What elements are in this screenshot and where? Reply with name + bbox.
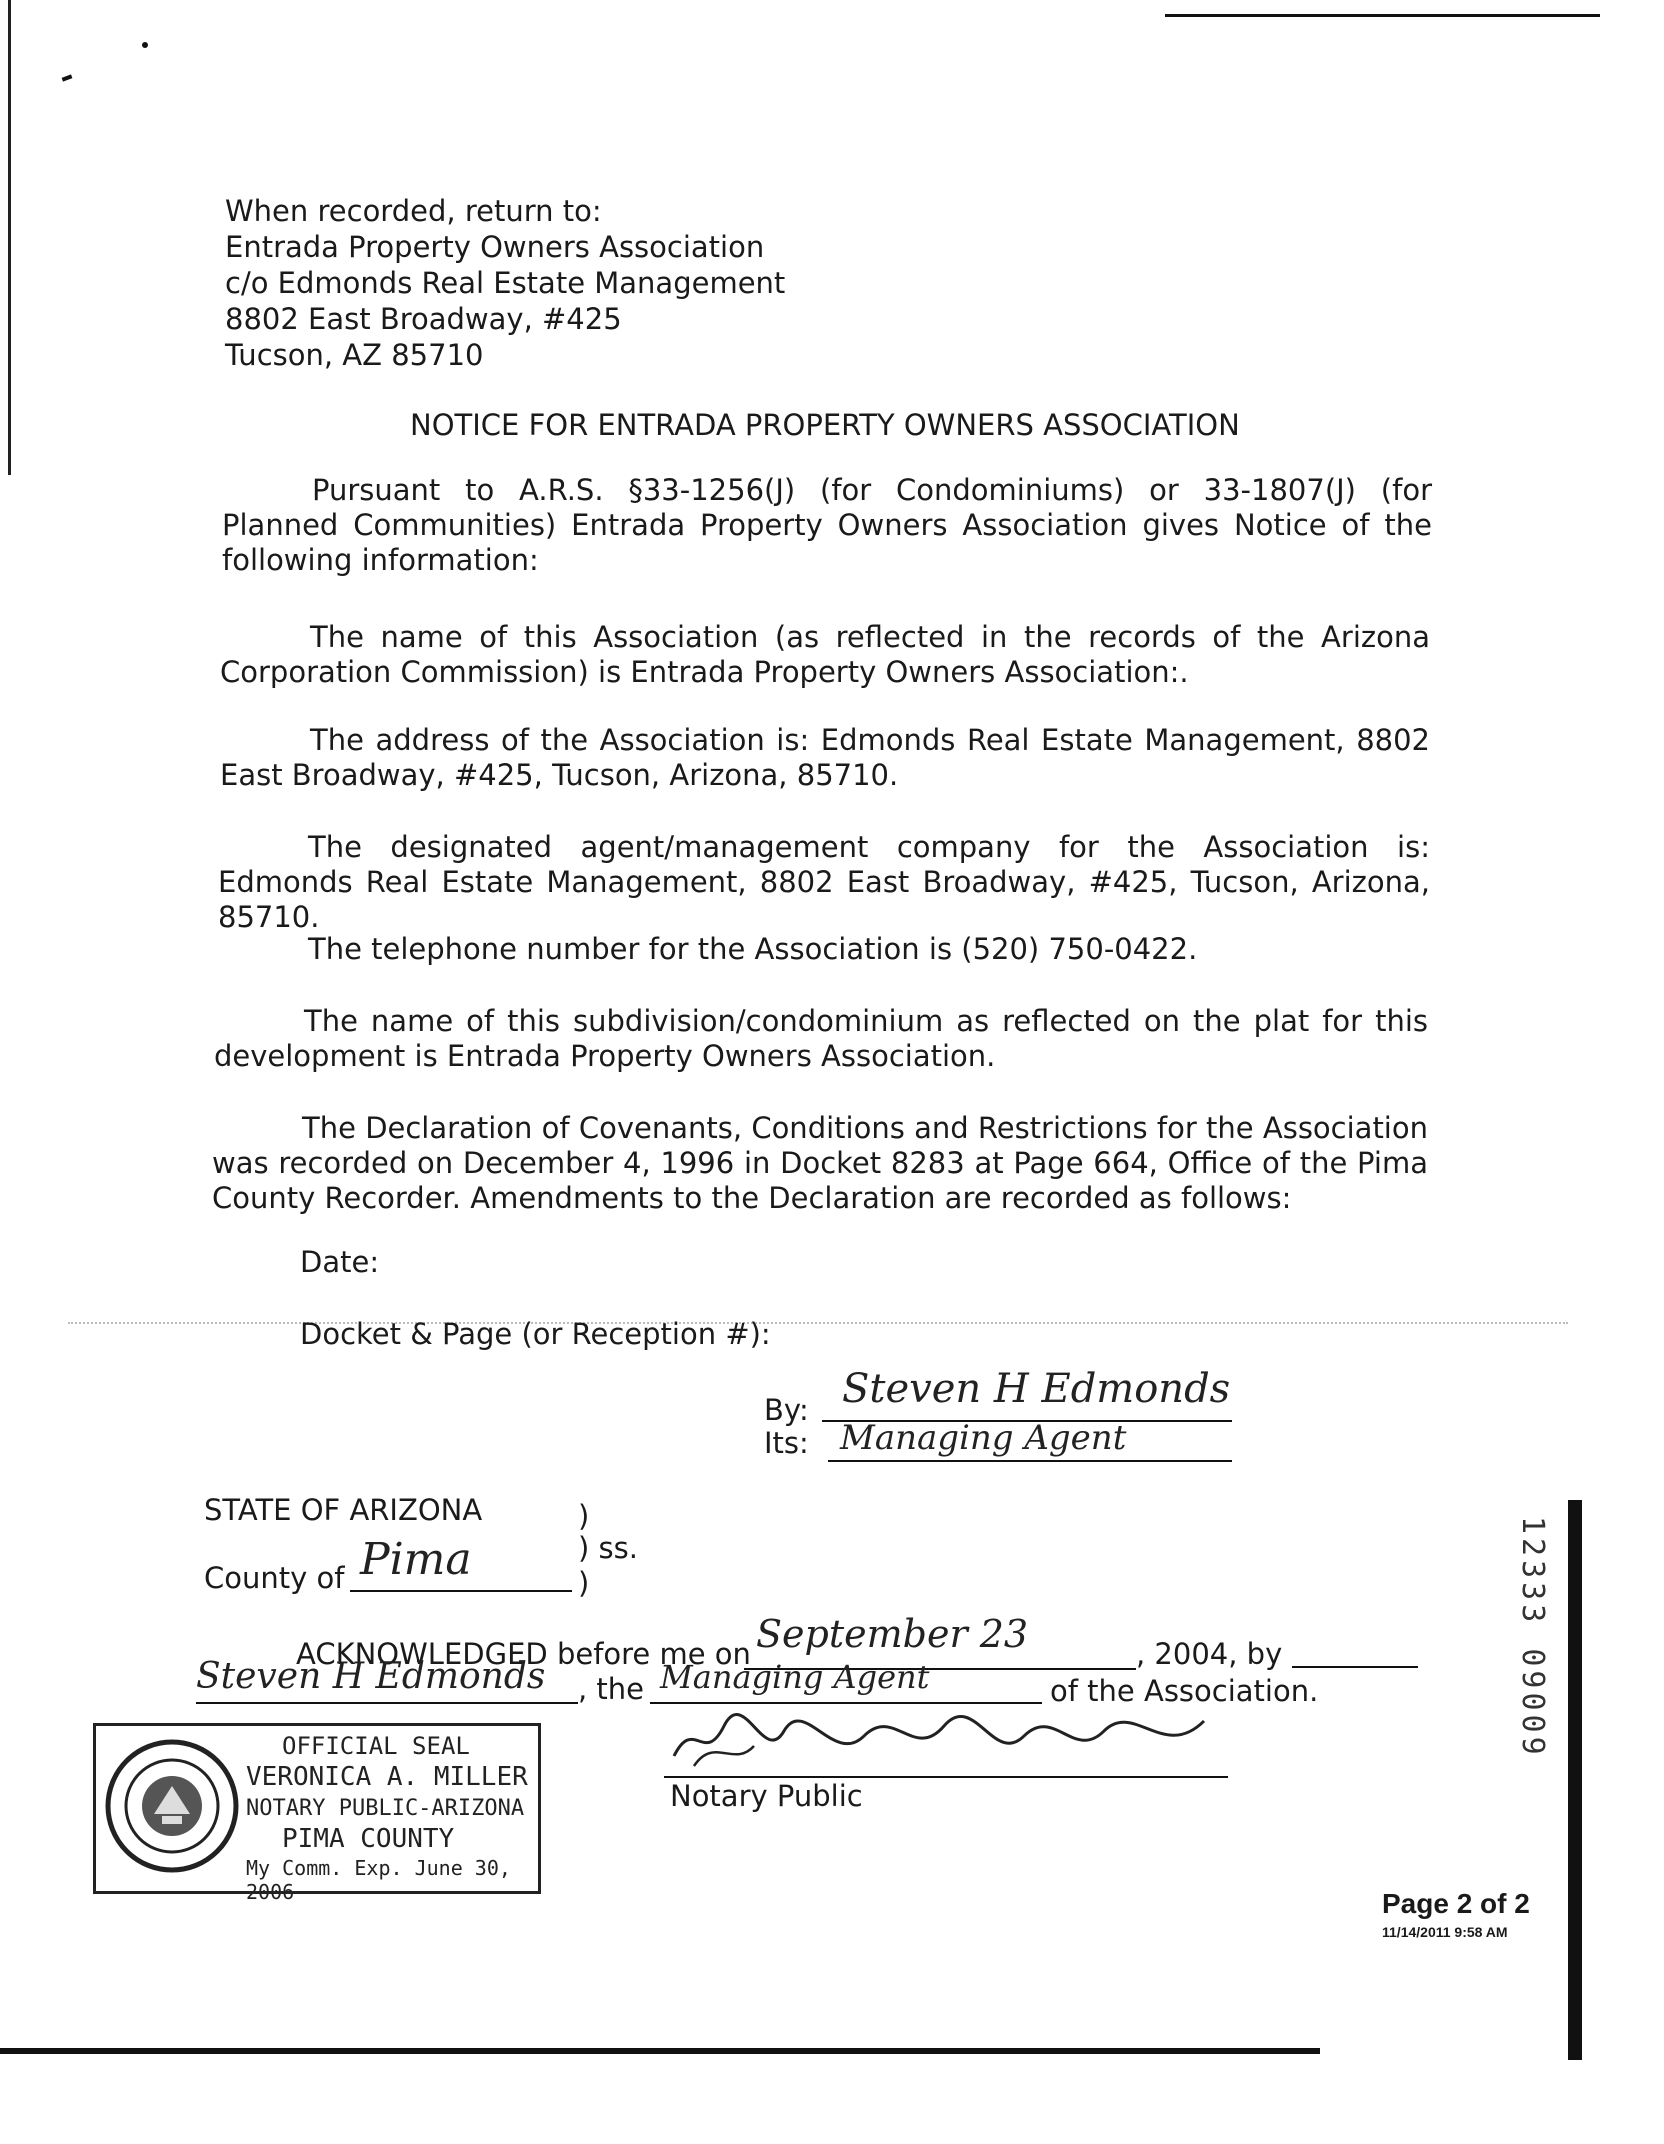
its-signature-text: Managing Agent: [840, 1418, 1127, 1458]
ack-suffix: of the Association.: [1050, 1674, 1319, 1708]
paragraph-association-name: The name of this Association (as reflected in the records of the Arizona Corporation Commission) is Entrada Property Owners Association:.: [220, 620, 1430, 689]
ack-trailing-line: [1292, 1666, 1418, 1668]
print-timestamp: 11/14/2011 9:58 AM: [1382, 1924, 1508, 1940]
state-label: STATE OF ARIZONA: [204, 1493, 483, 1527]
scan-dotted-line: [68, 1322, 1568, 1324]
county-field: [350, 1534, 572, 1592]
return-care-of: c/o Edmonds Real Estate Management: [225, 266, 786, 300]
by-signature-text: Steven H Edmonds: [842, 1366, 1231, 1412]
seal-notary-public: NOTARY PUBLIC-ARIZONA: [246, 1796, 525, 1821]
county-label: County of: [204, 1561, 345, 1595]
scan-top-rule: [1165, 14, 1600, 17]
ack-date-handwritten: September 23: [756, 1612, 1029, 1656]
amendment-date-label: Date:: [300, 1245, 380, 1279]
its-signature: [828, 1418, 1232, 1462]
ack-year-by: , 2004, by: [1136, 1637, 1283, 1671]
return-to-label: When recorded, return to:: [225, 194, 602, 228]
paragraph-declaration: The Declaration of Covenants, Conditions and Restrictions for the Association was recorded on December 4, 1996 in Docket 8283 at Page 664, Office of the Pima County Recorder. Amendments to the Declaration are recorded as follows:: [212, 1111, 1428, 1215]
return-city: Tucson, AZ 85710: [225, 338, 484, 372]
seal-notary-name: VERONICA A. MILLER: [246, 1762, 528, 1792]
notary-signature: [664, 1720, 1228, 1778]
ack-the: , the: [578, 1672, 645, 1706]
return-address-block: [225, 193, 925, 373]
ack-title-field: [650, 1660, 1042, 1704]
paragraph-agent: The designated agent/management company for the Association is: Edmonds Real Estate Management, 8802 East Broadway, #425, Tucson, Arizona, 85710.: [218, 830, 1430, 934]
seal-county: PIMA COUNTY: [282, 1824, 455, 1854]
paragraph-subdivision: The name of this subdivision/condominium as reflected on the plat for this development is Entrada Property Owners Association.: [214, 1004, 1428, 1073]
paragraph-telephone: The telephone number for the Association is (520) 750-0422.: [308, 932, 1198, 966]
ack-prefix: ACKNOWLEDGED before me on: [296, 1637, 751, 1671]
return-street: 8802 East Broadway, #425: [225, 302, 622, 336]
page-number: Page 2 of 2: [1382, 1888, 1530, 1919]
notice-title: NOTICE FOR ENTRADA PROPERTY OWNERS ASSOCIATION: [410, 408, 1240, 442]
scan-right-edge: [1568, 1500, 1582, 2060]
arizona-state-seal-emblem: [102, 1736, 242, 1876]
venue-paren-2: ): [578, 1566, 590, 1600]
scan-left-edge: [8, 0, 11, 475]
by-signature: [822, 1366, 1232, 1422]
ack-title-handwritten: Managing Agent: [660, 1658, 930, 1696]
venue-ss: ) ss.: [578, 1531, 638, 1565]
paragraph-pursuant: Pursuant to A.R.S. §33-1256(J) (for Condominiums) or 33-1807(J) (for Planned Communities) Entrada Property Owners Association gives Notice of the following information:: [222, 473, 1432, 577]
notary-signature-scribble: [664, 1706, 1228, 1776]
paragraph-address: The address of the Association is: Edmonds Real Estate Management, 8802 East Broadway, #425, Tucson, Arizona, 85710.: [220, 723, 1430, 792]
amendment-docket-label: Docket & Page (or Reception #):: [300, 1317, 771, 1351]
county-handwritten: Pima: [360, 1534, 472, 1585]
scan-bottom-rule: [0, 2048, 1320, 2054]
ack-name-field: [196, 1652, 578, 1704]
margin-recording-number: 12333 09009: [1515, 1516, 1550, 1759]
its-label: Its:: [764, 1426, 809, 1460]
venue-paren-1: ): [578, 1499, 590, 1533]
by-label: By:: [764, 1393, 809, 1427]
seal-official-seal: OFFICIAL SEAL: [282, 1732, 470, 1760]
return-org-name: Entrada Property Owners Association: [225, 230, 765, 264]
scan-speck: [142, 42, 148, 48]
scan-dash: [62, 74, 73, 81]
ack-name-handwritten: Steven H Edmonds: [196, 1656, 546, 1697]
official-seal-stamp: [93, 1723, 541, 1904]
seal-commission-expiration: My Comm. Exp. June 30, 2006: [246, 1856, 511, 1904]
notary-public-label: Notary Public: [670, 1779, 863, 1813]
